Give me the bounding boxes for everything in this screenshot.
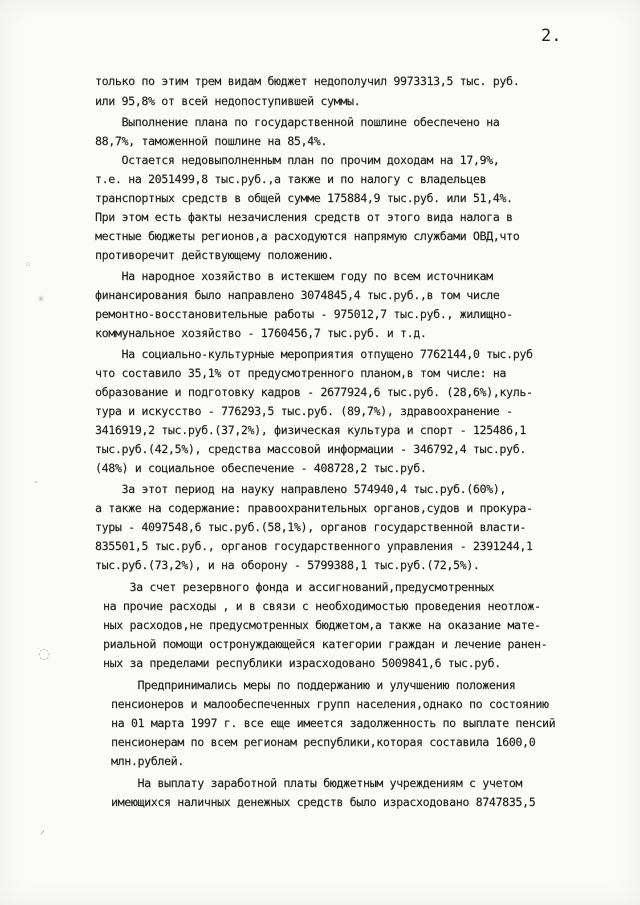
text-line: тыс.руб.(73,2%), и на оборону - 5799388,1 тыс.руб.(72,5%). <box>95 558 480 572</box>
page-number: 2. <box>541 26 562 46</box>
text-line: на прочие расходы , и в связи с необходимостью проведения неотлож- <box>103 599 541 613</box>
text-line: На народное хозяйство в истекшем году по всем источникам <box>95 269 493 283</box>
text-line: а также на содержание: правоохранительных органов,судов и прокура- <box>95 501 533 515</box>
text-line: пенсионерам по всем регионам республики,которая составила 1600,0 <box>111 735 536 749</box>
text-line: За счет резервного фонда и ассигнований,предусмотренных <box>103 580 495 594</box>
text-line: пенсионеров и малообеспеченных групп населения,однако по состоянию <box>111 697 549 711</box>
text-line: только по этим трем видам бюджет недополучил 9973313,5 тыс. руб. <box>95 74 520 88</box>
text-line: Выполнение плана по государственной пошлине обеспечено на <box>95 115 500 129</box>
text-line: При этом есть факты незачисления средств от этого вида налога в <box>95 210 513 224</box>
text-line: 3416919,2 тыс.руб.(37,2%), физическая культура и спорт - 125486,1 <box>95 423 526 437</box>
text-line: млн.рублей. <box>111 754 184 768</box>
text-line: Остается недовыполненным план по прочим доходам на 17,9%, <box>95 153 500 167</box>
text-line: на 01 марта 1997 г. все еще имеется задолженность по выплате пенсий <box>111 716 556 730</box>
text-line: тура и искусство - 776293,5 тыс.руб. (89,7%), здравоохранение - <box>95 404 513 418</box>
text-line: тыс.руб.(42,5%), средства массовой информации - 346792,4 тыс.руб. <box>95 442 526 456</box>
text-line: На выплату заработной платы бюджетным учреждениям с учетом <box>111 776 523 790</box>
text-line: коммунальное хозяйство - 1760456,7 тыс.руб. и т.д. <box>95 326 427 340</box>
text-line: или 95,8% от всей недопоступившей суммы. <box>95 94 361 108</box>
text-line: имеющихся наличных денежных средств было израсходовано 8747835,5 <box>111 795 536 809</box>
text-line: риальной помощи остронуждающейся категории граждан и лечение ранен- <box>103 637 548 651</box>
margin-mark: · <box>34 476 39 491</box>
text-line: образование и подготовку кадров - 2677924,6 тыс.руб. (28,6%),куль- <box>95 385 533 399</box>
margin-mark: ◦ <box>24 258 32 273</box>
text-line: что составило 35,1% от предусмотренного планом,в том числе: на <box>95 366 507 380</box>
text-line: туры - 4097548,6 тыс.руб.(58,1%), органов государственной власти- <box>95 520 526 534</box>
margin-mark: ◌ <box>38 646 51 662</box>
margin-mark: ᐟ <box>40 828 46 842</box>
margin-mark: ⁎ <box>38 290 44 304</box>
text-line: (48%) и социальное обеспечение - 408728,2 тыс.руб. <box>95 461 427 475</box>
text-line: ных за пределами республики израсходовано 5009841,6 тыс.руб. <box>103 656 501 670</box>
text-line: противоречит действующему положению. <box>95 248 334 262</box>
text-line: 835501,5 тыс.руб., органов государственного управления - 2391244,1 <box>95 539 533 553</box>
text-line: ремонтно-восстановительные работы - 975012,7 тыс.руб., жилищно- <box>95 307 513 321</box>
text-line: 88,7%, таможенной пошлине на 85,4%. <box>95 134 328 148</box>
text-line: Предпринимались меры по поддержанию и улучшению положения <box>111 678 516 692</box>
text-line: За этот период на науку направлено 574940,4 тыс.руб.(60%), <box>95 482 507 496</box>
text-line: финансирования было направлено 3074845,4 тыс.руб.,в том числе <box>95 288 500 302</box>
text-line: транспортных средств в общей сумме 175884,9 тыс.руб. или 51,4%. <box>95 191 513 205</box>
text-line: ных расходов,не предусмотренных бюджетом,а также на оказание мате- <box>103 618 541 632</box>
text-line: местные бюджеты регионов,а расходуются напрямую службами ОВД,что <box>95 229 520 243</box>
text-line: На социально-культурные мероприятия отпущено 7762144,0 тыс.руб <box>95 347 533 361</box>
text-line: т.е. на 2051499,8 тыс.руб.,а также и по налогу с владельцев <box>95 172 487 186</box>
